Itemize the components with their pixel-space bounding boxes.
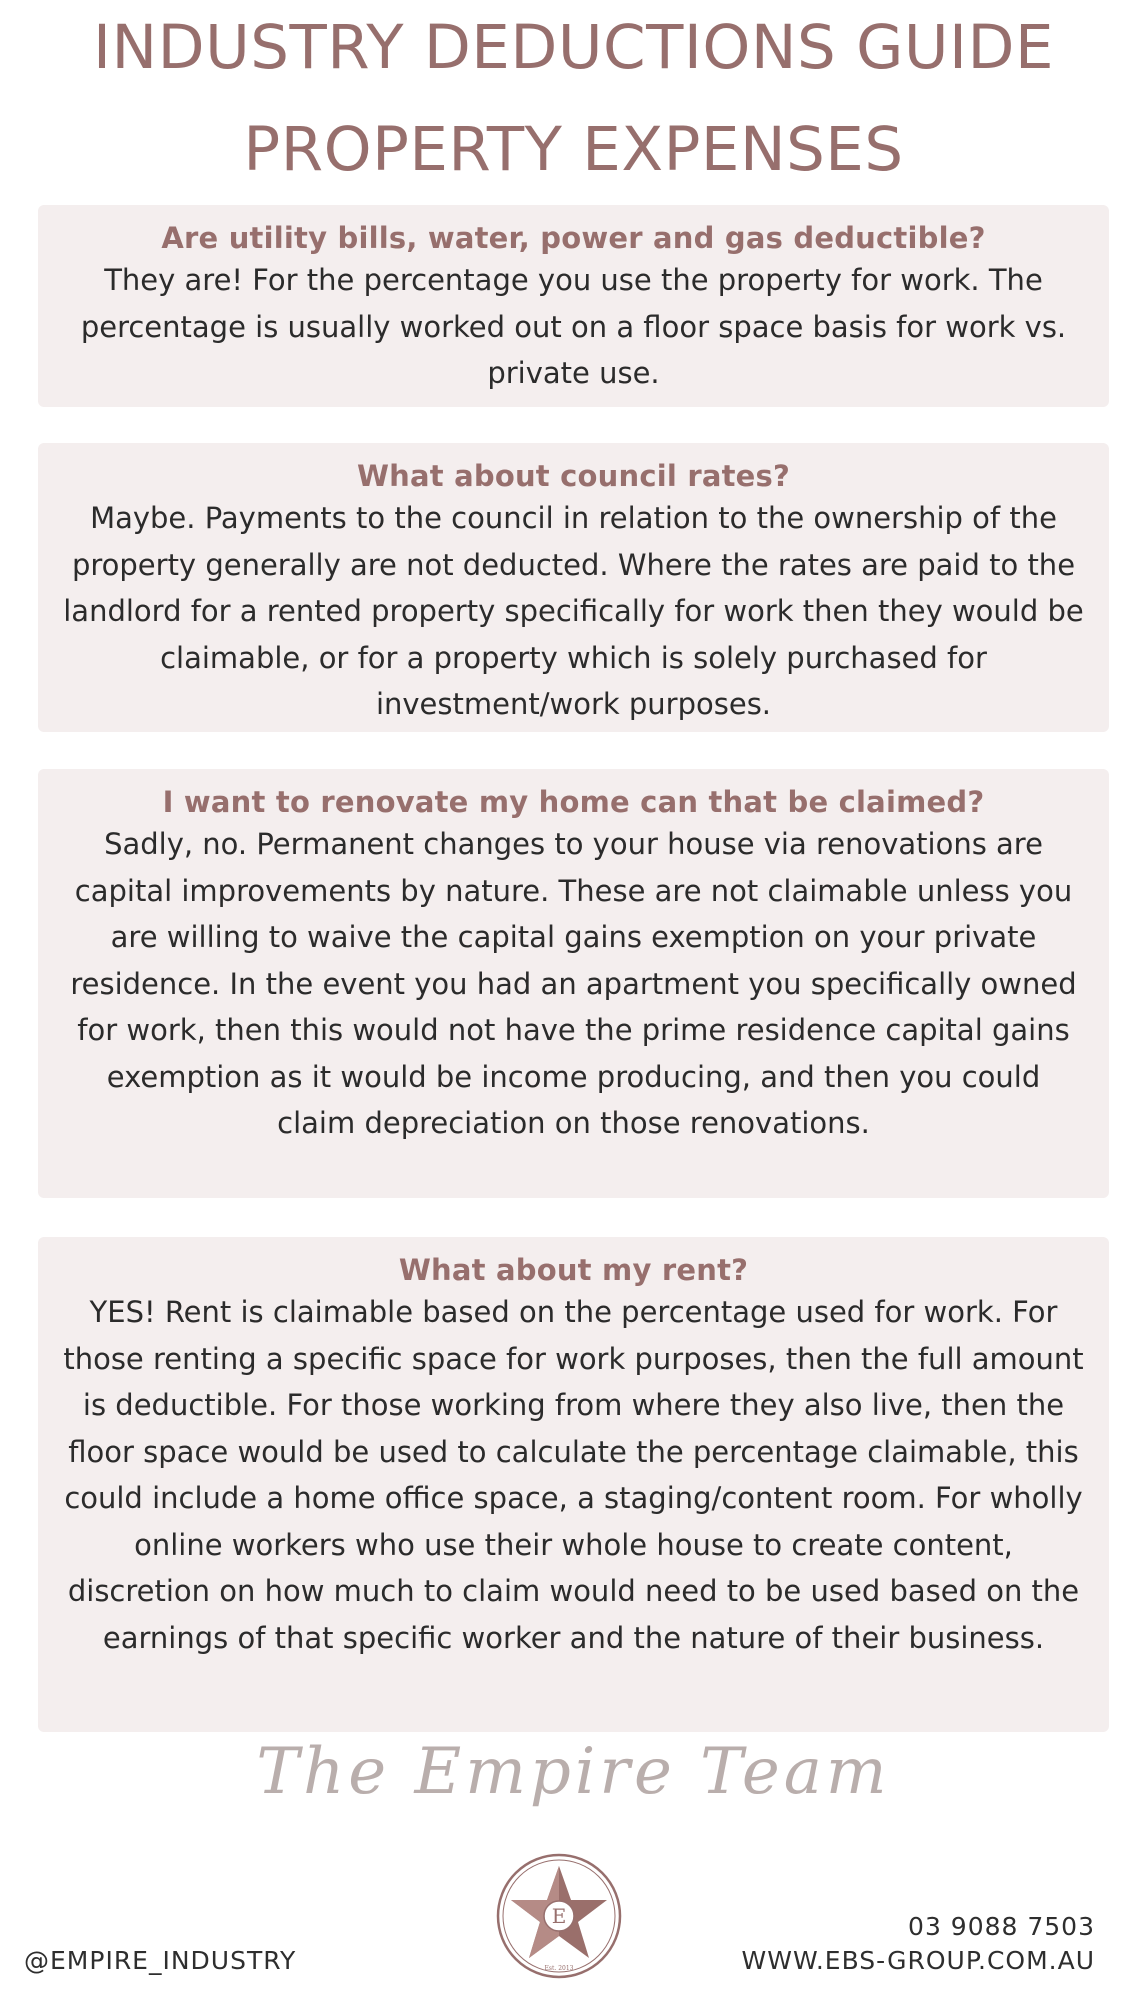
faq-card-council-rates	[38, 443, 1109, 732]
logo-letter: E	[551, 1904, 567, 1928]
faq-question: What about my rent?	[398, 1253, 749, 1287]
logo-est-text: Est. 2013	[544, 1965, 574, 1972]
page-title-line2: PROPERTY EXPENSES	[243, 114, 904, 185]
social-handle[interactable]: @EMPIRE_INDUSTRY	[24, 1946, 297, 1975]
faq-answer: Maybe. Payments to the council in relation to the ownership of the property generally are not deducted. Where the rates are paid to the landlord for a rented property specifically for work then they would be claimable, or for a property which is solely purchased for investment/work purposes.	[63, 501, 1084, 721]
page-title-line1: INDUSTRY DEDUCTIONS GUIDE	[92, 12, 1054, 83]
star-logo-icon	[495, 1852, 623, 1980]
faq-question: What about council rates?	[356, 459, 791, 493]
faq-answer: YES! Rent is claimable based on the percentage used for work. For those renting a specific space for work purposes, then the full amount is deductible. For those working from where they also live, then the floor space would be used to calculate the percentage claimable, this could include a home office space, a staging/content room. For wholly online workers who use their whole house to create content, discretion on how much to claim would need to be used based on the earnings of that specific worker and the nature of their business.	[63, 1295, 1084, 1655]
faq-answer: Sadly, no. Permanent changes to your house via renovations are capital improvements by nature. These are not claimable unless you are willing to waive the capital gains exemption on your private residence. In the event you had an apartment you specifically owned for work, then this would not have the prime residence capital gains exemption as it would be income producing, and then you could claim depreciation on those renovations.	[70, 827, 1077, 1140]
faq-answer: They are! For the percentage you use the property for work. The percentage is usually worked out on a floor space basis for work vs. private use.	[80, 263, 1067, 390]
signature: The Empire Team	[256, 1735, 891, 1809]
website-link[interactable]: WWW.EBS-GROUP.COM.AU	[741, 1946, 1095, 1975]
faq-question: Are utility bills, water, power and gas deductible?	[161, 221, 986, 255]
faq-card-utilities	[38, 205, 1109, 407]
phone-number[interactable]: 03 9088 7503	[908, 1912, 1095, 1941]
faq-card-rent	[38, 1237, 1109, 1732]
faq-card-renovation	[38, 769, 1109, 1198]
faq-question: I want to renovate my home can that be claimed?	[162, 785, 985, 819]
